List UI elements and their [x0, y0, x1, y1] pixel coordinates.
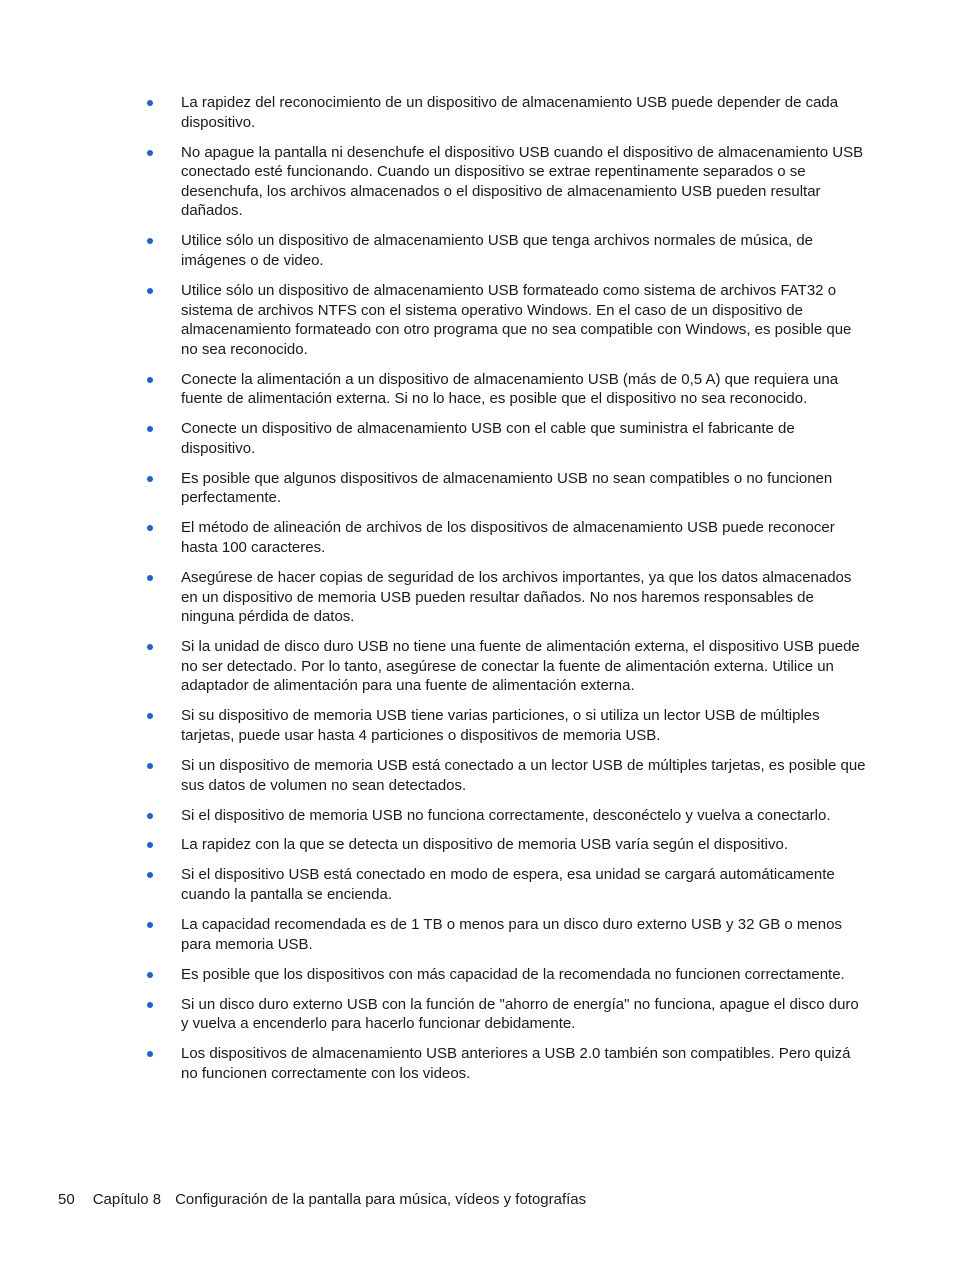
list-item-text: Si el dispositivo de memoria USB no funciona correctamente, desconéctelo y vuelva a conectarlo. — [181, 806, 831, 824]
list-item-text: Conecte un dispositivo de almacenamiento USB con el cable que suministra el fabricante de dispositivo. — [181, 420, 795, 457]
list-item-text: La capacidad recomendada es de 1 TB o menos para un disco duro externo USB y 32 GB o menos para memoria USB. — [181, 916, 842, 953]
chapter-title: Configuración de la pantalla para música, vídeos y fotografías — [175, 1191, 587, 1208]
list-item — [140, 231, 870, 270]
chapter-label: Capítulo 8 — [92, 1191, 162, 1208]
list-item-text: No apague la pantalla ni desenchufe el dispositivo USB cuando el dispositivo de almacenamiento USB conectado esté funcionando. Cuando un dispositivo se extrae repentinamente separados o se desenchufa, los archivos almacenados o el dispositivo de almacenamiento USB pueden resultar dañados. — [181, 143, 864, 220]
list-item-text: Asegúrese de hacer copias de seguridad de los archivos importantes, ya que los datos almacenados en un dispositivo de memoria USB pueden resultar dañados. No nos haremos responsables de ninguna pérdida de datos. — [181, 569, 852, 626]
bullet-icon — [147, 872, 153, 878]
bullet-icon — [147, 476, 153, 482]
bullet-icon — [147, 922, 153, 928]
bullet-icon — [147, 238, 153, 244]
list-item-text: Conecte la alimentación a un dispositivo de almacenamiento USB (más de 0,5 A) que requiera una fuente de alimentación externa. Si no lo hace, es posible que el dispositivo no sea reconocido. — [181, 370, 839, 408]
list-item — [140, 637, 870, 696]
bullet-icon — [147, 972, 153, 978]
list-item — [140, 469, 870, 508]
list-item — [140, 965, 870, 985]
bullet-icon — [147, 288, 153, 294]
list-item — [140, 835, 870, 855]
list-item — [140, 568, 870, 627]
list-item — [140, 1044, 870, 1083]
bullet-icon — [147, 525, 153, 531]
bullet-icon — [147, 713, 153, 719]
list-item — [140, 806, 870, 826]
list-item — [140, 995, 870, 1034]
bullet-icon — [147, 1002, 153, 1008]
list-item-text: Utilice sólo un dispositivo de almacenamiento USB formateado como sistema de archivos FAT32 o sistema de archivos NTFS con el sistema operativo Windows. En el caso de un dispositivo de almacenamiento formateado con otro programa que no sea compatible con Windows, es posible que no sea reconocido. — [181, 281, 852, 358]
list-item-text: Utilice sólo un dispositivo de almacenamiento USB que tenga archivos normales de música, de imágenes o de video. — [181, 232, 813, 269]
bullet-icon — [147, 1051, 153, 1057]
list-item — [140, 93, 870, 132]
list-item-text: Si la unidad de disco duro USB no tiene una fuente de alimentación externa, el dispositivo USB puede no ser detectado. Por lo tanto, asegúrese de conectar la fuente de alimentación externa. Utilice un adaptador de alimentación para una fuente de alimentación externa. — [181, 638, 860, 695]
list-item-text: La rapidez con la que se detecta un dispositivo de memoria USB varía según el dispositivo. — [181, 836, 789, 854]
list-item-text: Si un disco duro externo USB con la función de "ahorro de energía" no funciona, apague el disco duro y vuelva a encenderlo para hacerlo funcionar debidamente. — [181, 995, 859, 1033]
usb-notes-list — [140, 93, 870, 1094]
list-item — [140, 419, 870, 458]
list-item-text: El método de alineación de archivos de los dispositivos de almacenamiento USB puede reconocer hasta 100 caracteres. — [181, 519, 835, 557]
page-footer — [58, 1190, 586, 1210]
list-item-text: Si un dispositivo de memoria USB está conectado a un lector USB de múltiples tarjetas, es posible que sus datos de volumen no sean detectados. — [181, 756, 866, 794]
list-item — [140, 706, 870, 745]
list-item — [140, 518, 870, 557]
bullet-icon — [147, 150, 153, 156]
list-item — [140, 915, 870, 954]
list-item-text: Si el dispositivo USB está conectado en modo de espera, esa unidad se cargará automáticamente cuando la pantalla se encienda. — [181, 866, 835, 904]
list-item — [140, 281, 870, 359]
list-item — [140, 143, 870, 221]
bullet-icon — [147, 644, 153, 650]
bullet-icon — [147, 575, 153, 581]
list-item-text: Si su dispositivo de memoria USB tiene varias particiones, o si utiliza un lector USB de múltiples tarjetas, puede usar hasta 4 particiones o dispositivos de memoria USB. — [181, 707, 820, 744]
bullet-icon — [147, 377, 153, 383]
bullet-icon — [147, 763, 153, 769]
list-item-text: Es posible que algunos dispositivos de almacenamiento USB no sean compatibles o no funcionen perfectamente. — [181, 469, 833, 507]
bullet-icon — [147, 100, 153, 106]
bullet-icon — [147, 426, 153, 432]
bullet-icon — [147, 842, 153, 848]
bullet-icon — [147, 813, 153, 819]
list-item-text: Los dispositivos de almacenamiento USB anteriores a USB 2.0 también son compatibles. Pero quizá no funcionen correctamente con los videos. — [181, 1045, 851, 1082]
page-number: 50 — [58, 1191, 75, 1208]
list-item — [140, 865, 870, 904]
list-item — [140, 756, 870, 795]
list-item-text: Es posible que los dispositivos con más capacidad de la recomendada no funcionen correctamente. — [181, 965, 845, 983]
list-item-text: La rapidez del reconocimiento de un dispositivo de almacenamiento USB puede depender de cada dispositivo. — [181, 94, 839, 131]
list-item — [140, 370, 870, 409]
